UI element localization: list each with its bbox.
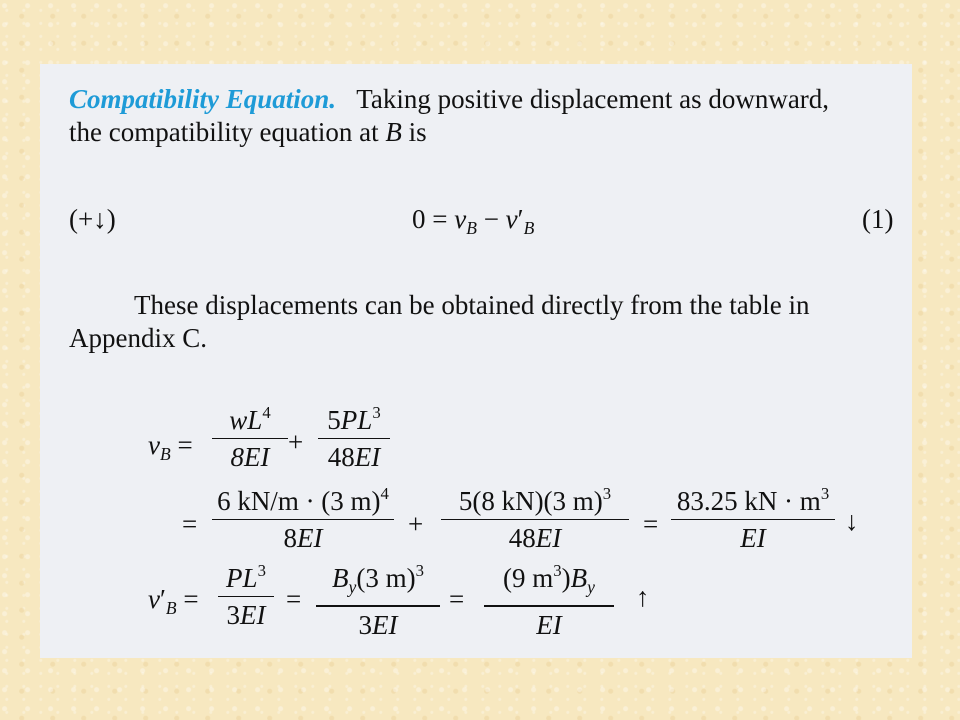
vB-lhs: $v_B$ =	[148, 430, 193, 465]
down-arrow-icon: ↓	[845, 506, 859, 536]
fraction-5PL3-over-48EI	[318, 397, 390, 473]
fraction-numerator: $PL^3$	[226, 561, 266, 593]
fraction-numerator: (9 $m^3)B_y$	[503, 561, 595, 598]
compatibility-heading: Compatibility Equation.	[69, 84, 337, 114]
fraction-denominator: 3EI	[226, 600, 266, 631]
plus-sign: +	[408, 509, 424, 539]
plus-sign: +	[288, 427, 304, 457]
fraction-denominator: 8EI	[230, 442, 270, 473]
fraction-numerator: $5PL^3$	[327, 403, 381, 435]
fraction-numerator: 6 kN/m · (3 m)$^4$	[217, 484, 389, 516]
fraction-numerator: 83.25 kN · $m^3$	[676, 484, 830, 516]
vBprime-lhs: $v'_B$ =	[148, 584, 199, 619]
fraction-denominator: 8EI	[283, 523, 323, 554]
paragraph-2-line2: Appendix C.	[69, 323, 207, 353]
textbook-panel	[40, 64, 912, 658]
equation-sign: (+↓)	[69, 204, 116, 234]
equation-number: (1)	[862, 204, 894, 234]
fraction-denominator: EI	[740, 523, 766, 554]
fraction-numerator: $B_y(3$ m)$^3$	[332, 561, 424, 598]
equals-sign: =	[449, 584, 465, 614]
fraction-result-vB	[671, 478, 835, 554]
paragraph-compatibility	[69, 82, 829, 116]
fraction-denominator: 48EI	[327, 442, 381, 473]
fraction-numerator: $wL^4$	[229, 403, 271, 435]
fraction-numerator: 5(8 kN)(3 m)$^3$	[458, 484, 612, 516]
fraction-denominator: 3EI	[358, 609, 398, 640]
fraction-denominator: EI	[536, 609, 562, 640]
paragraph-line1-text: Taking positive displacement as downward,	[356, 84, 830, 114]
fraction-wL4-over-8EI	[212, 397, 288, 473]
fraction-result-vBprime	[484, 555, 614, 641]
paragraph-2-line1: These displacements can be obtained directly from the table in	[134, 290, 810, 320]
up-arrow-icon: ↑	[636, 582, 650, 612]
equals-sign: =	[182, 509, 198, 539]
equals-sign: =	[643, 509, 659, 539]
equals-sign: =	[286, 584, 302, 614]
equation-1-body: $0 = v_B - v'_B$	[412, 204, 535, 239]
fraction-denominator: 48EI	[508, 523, 562, 554]
fraction-load-over-8EI	[212, 478, 394, 554]
paragraph-line2	[69, 115, 427, 149]
fraction-By-over-3EI	[316, 555, 440, 641]
paragraph-line2-text: the compatibility equation at B is	[69, 117, 427, 147]
fraction-PL3-over-3EI	[218, 555, 274, 631]
fraction-point-load-over-48EI	[441, 478, 629, 554]
